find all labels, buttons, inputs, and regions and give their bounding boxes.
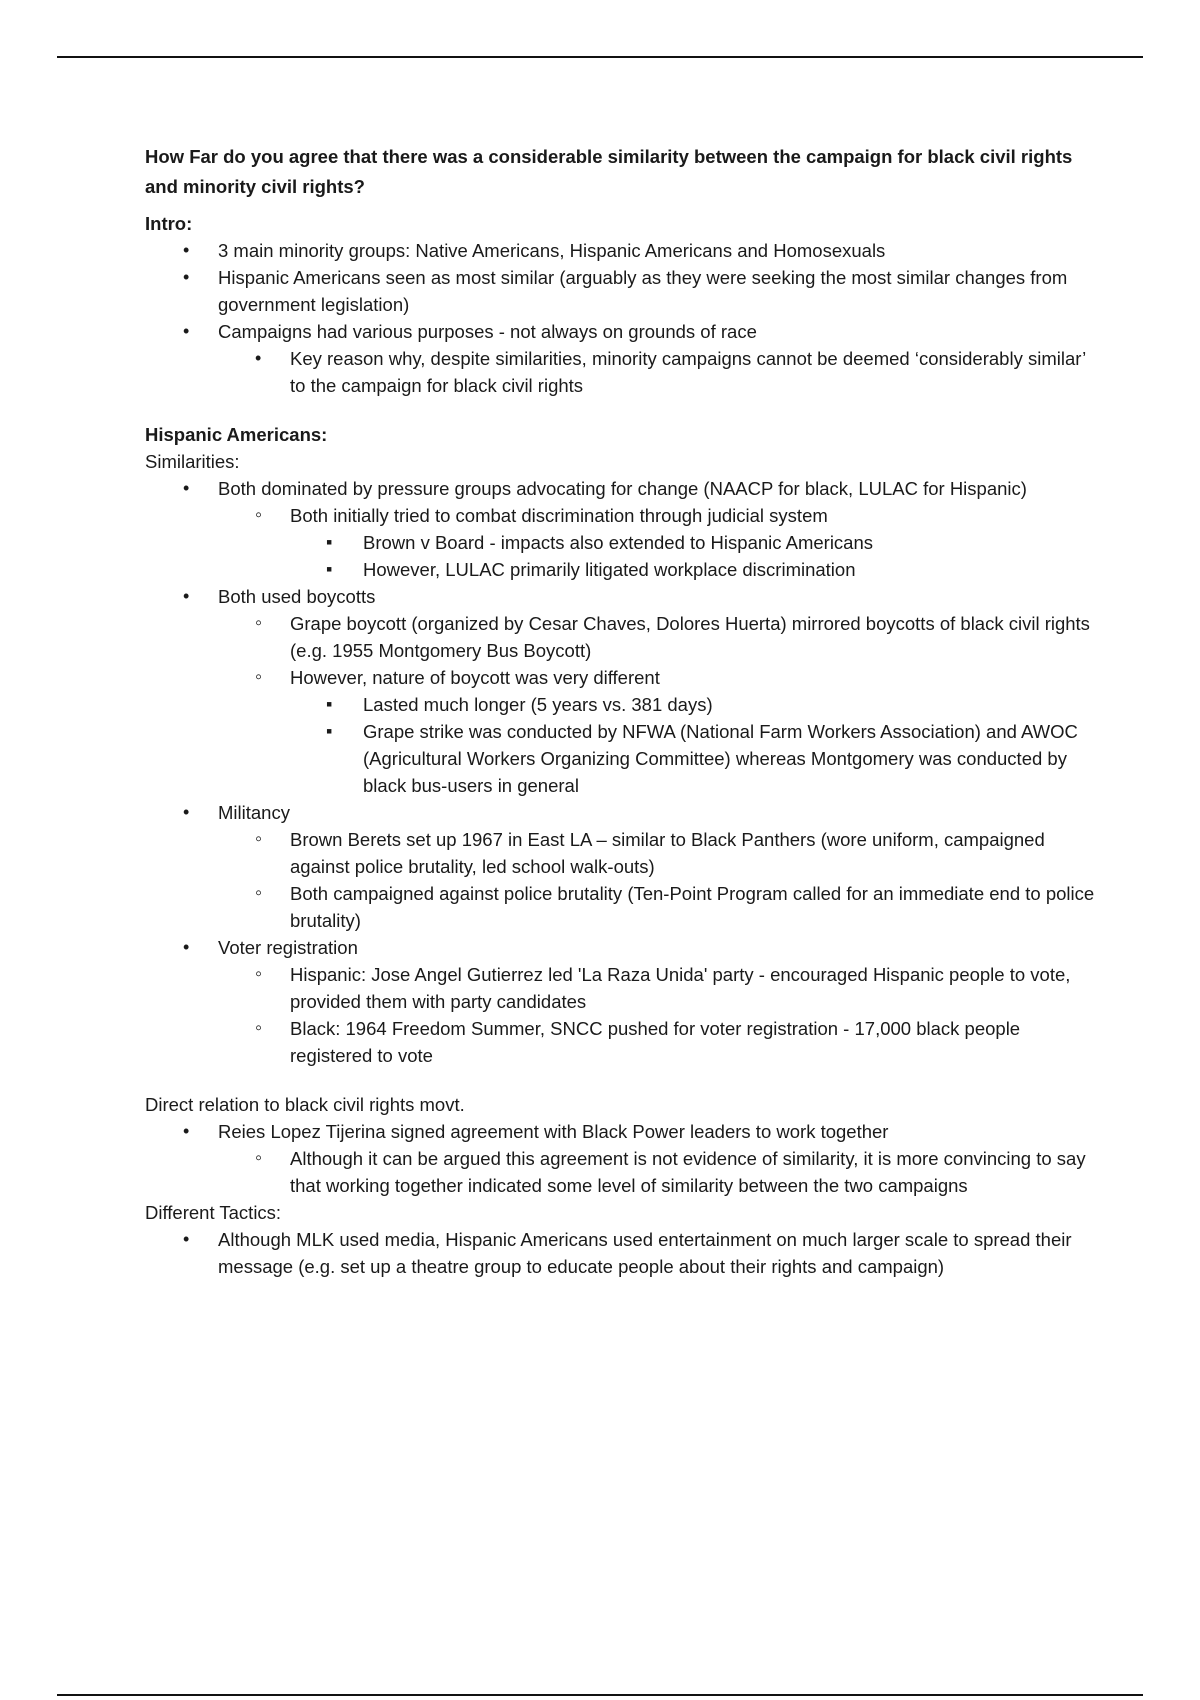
circle-bullet-icon — [255, 961, 262, 988]
list-item: • Both dominated by pressure groups advocating for change (NAACP for black, LULAC for Hispanic) — [145, 475, 1105, 502]
square-bullet-icon — [326, 718, 332, 745]
bullet-icon — [183, 799, 189, 826]
square-bullet-icon — [326, 529, 332, 556]
bullet-icon — [183, 1118, 189, 1145]
bullet-icon — [183, 264, 189, 291]
subheading-similarities: Similarities: — [145, 451, 240, 472]
bullet-icon — [183, 237, 189, 264]
circle-bullet-icon — [255, 826, 262, 853]
direct-relation-list — [145, 1118, 1105, 1199]
list-item: • Militancy — [145, 799, 1105, 826]
circle-bullet-icon — [255, 664, 262, 691]
subheading-different-tactics: Different Tactics: — [145, 1202, 282, 1223]
essay-question: How Far do you agree that there was a considerable similarity between the campaign for black civil rights and minority civil rights? — [145, 146, 1073, 197]
list-item: • Voter registration — [145, 934, 1105, 961]
list-item: • Key reason why, despite similarities, minority campaigns cannot be deemed ‘considerably similar’ to the campaign for black civil rights — [145, 345, 1105, 399]
list-item: • Campaigns had various purposes - not always on grounds of race — [145, 318, 1105, 345]
circle-bullet-icon — [255, 502, 262, 529]
list-item: • Reies Lopez Tijerina signed agreement with Black Power leaders to work together — [145, 1118, 1105, 1145]
list-item: ◦ Both initially tried to combat discrimination through judicial system — [145, 502, 1105, 529]
list-item: ◦ Hispanic: Jose Angel Gutierrez led 'La Raza Unida' party - encouraged Hispanic people to vote, provided them with party candidates — [145, 961, 1105, 1015]
bullet-icon — [183, 934, 189, 961]
list-item: ◦ Although it can be argued this agreement is not evidence of similarity, it is more convincing to say that working together indicated some level of similarity between the two campaigns — [145, 1145, 1105, 1199]
intro-list — [145, 237, 1105, 399]
list-item: ◦ However, nature of boycott was very different — [145, 664, 1105, 691]
list-item: • 3 main minority groups: Native Americans, Hispanic Americans and Homosexuals — [145, 237, 1105, 264]
bullet-icon — [183, 583, 189, 610]
bullet-icon — [255, 345, 261, 372]
list-item: • Although MLK used media, Hispanic Americans used entertainment on much larger scale to spread their message (e.g. set up a theatre group to educate people about their rights and campaign) — [145, 1226, 1105, 1280]
list-item: ◦ Black: 1964 Freedom Summer, SNCC pushed for voter registration - 17,000 black people registered to vote — [145, 1015, 1105, 1069]
document-page — [145, 142, 1105, 1280]
bullet-icon — [183, 318, 189, 345]
tactics-list — [145, 1226, 1105, 1280]
list-item: ▪ Lasted much longer (5 years vs. 381 days) — [145, 691, 1105, 718]
circle-bullet-icon — [255, 1015, 262, 1042]
intro-heading: Intro: — [145, 213, 193, 234]
header-rule — [57, 56, 1143, 58]
list-item: • Hispanic Americans seen as most similar (arguably as they were seeking the most similar changes from government legislation) — [145, 264, 1105, 318]
list-item: ▪ However, LULAC primarily litigated workplace discrimination — [145, 556, 1105, 583]
list-item: ▪ Grape strike was conducted by NFWA (National Farm Workers Association) and AWOC (Agricultural Workers Organizing Committee) whereas Montgomery was conducted by black bus-users in general — [145, 718, 1105, 799]
circle-bullet-icon — [255, 1145, 262, 1172]
list-item: • Both used boycotts — [145, 583, 1105, 610]
square-bullet-icon — [326, 691, 332, 718]
subheading-direct-relation: Direct relation to black civil rights movt. — [145, 1094, 465, 1115]
list-item: ▪ Brown v Board - impacts also extended to Hispanic Americans — [145, 529, 1105, 556]
list-item: ◦ Grape boycott (organized by Cesar Chaves, Dolores Huerta) mirrored boycotts of black civil rights (e.g. 1955 Montgomery Bus Boycott) — [145, 610, 1105, 664]
list-item: ◦ Brown Berets set up 1967 in East LA – similar to Black Panthers (wore uniform, campaigned against police brutality, led school walk-outs) — [145, 826, 1105, 880]
circle-bullet-icon — [255, 880, 262, 907]
square-bullet-icon — [326, 556, 332, 583]
bullet-icon — [183, 1226, 189, 1253]
footer-rule — [57, 1694, 1143, 1696]
similarities-list — [145, 475, 1105, 1069]
circle-bullet-icon — [255, 610, 262, 637]
list-item: ◦ Both campaigned against police brutality (Ten-Point Program called for an immediate end to police brutality) — [145, 880, 1105, 934]
section-heading-hispanic: Hispanic Americans: — [145, 424, 328, 445]
bullet-icon — [183, 475, 189, 502]
